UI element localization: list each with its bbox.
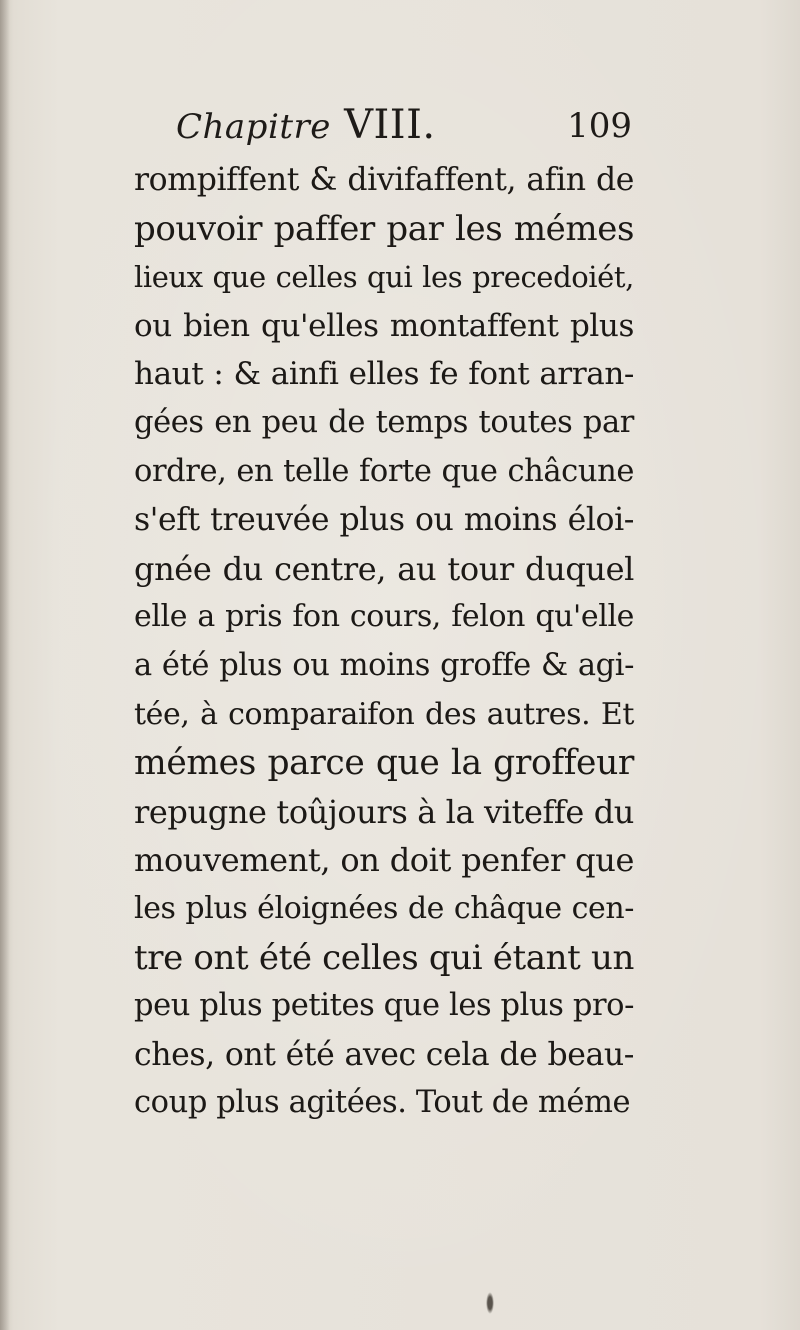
text-line: lieux que celles qui les precedoiét, (134, 260, 634, 295)
text-line: mémes parce que la groffeur (134, 743, 634, 784)
text-line: a été plus ou moins groffe & agi- (134, 647, 634, 683)
page-gutter-shadow (0, 0, 10, 1330)
text-line: gées en peu de temps toutes par (134, 404, 634, 440)
chapter-number: VIII. (344, 102, 436, 148)
text-line: peu plus petites que les plus pro- (134, 988, 634, 1024)
running-header (176, 100, 632, 156)
text-line: ordre, en telle forte que châcune (134, 453, 634, 489)
text-line: pouvoir paffer par les mémes (134, 208, 634, 249)
text-line: tre ont été celles qui étant un (134, 937, 634, 978)
chapter-word: Chapitre (176, 107, 331, 147)
text-line: gnée du centre, au tour duquel (134, 549, 634, 588)
text-line: ou bien qu'elles montaffent plus (134, 307, 634, 344)
text-line: les plus éloignées de châque cen- (134, 890, 634, 926)
text-line: elle a pris fon cours, felon qu'elle (134, 599, 634, 635)
body-text (134, 156, 634, 1128)
text-line: repugne toûjours à la viteffe du (134, 792, 634, 831)
text-line: rompiffent & divifaffent, afin de (134, 162, 634, 198)
text-line: mouvement, on doit penfer que (134, 841, 634, 880)
text-line: s'eft treuvée plus ou moins éloi- (134, 502, 634, 539)
text-line: haut : & ainfi elles fe font arran- (134, 356, 634, 393)
text-line: coup plus agitées. Tout de méme (134, 1085, 631, 1121)
chapter-heading (176, 102, 436, 148)
text-line: ches, ont été avec cela de beau- (134, 1036, 634, 1073)
signature-mark-icon (486, 1292, 494, 1314)
page-number: 109 (567, 106, 632, 146)
text-line: tée, à comparaifon des autres. Et (134, 696, 634, 732)
